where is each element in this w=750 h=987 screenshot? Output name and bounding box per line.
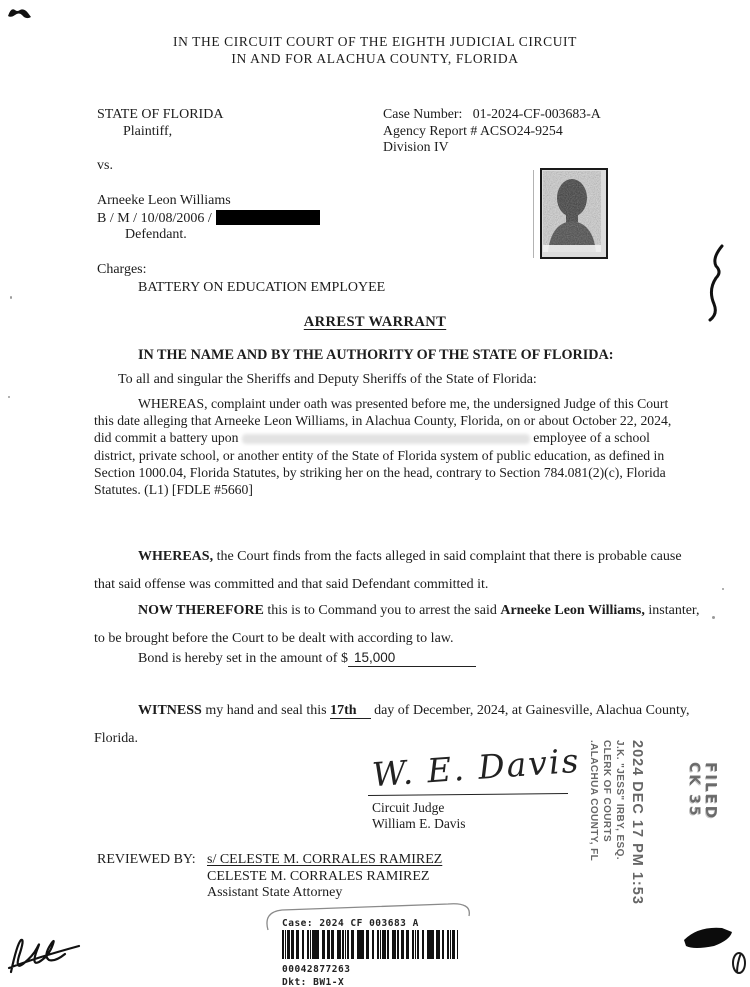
whereas-paragraph-1 [94, 395, 674, 498]
address-line: To all and singular the Sheriffs and Deputy Sheriffs of the State of Florida: [118, 372, 537, 387]
circled-mark-bottom-right [730, 950, 748, 976]
charges-label: Charges: [97, 262, 147, 277]
p1-text-post: employee of a school district, private school, or another entity of the State of Florida system of public education, as defined in Section 1000.04, Florida Statutes, by striking her on the head, contrary to Section 784.081(2)(c), Florida Statutes. (L1) [FDLE #5660] [94, 430, 666, 498]
redaction-smudge [242, 434, 530, 444]
plaintiff-role: Plaintiff, [123, 124, 173, 139]
division-line: Division IV [383, 139, 449, 154]
court-header [0, 33, 750, 67]
defendant-name: Arneeke Leon Williams [97, 193, 231, 208]
plaintiff-caption [97, 106, 223, 140]
stamp-clerk-county: .ALACHUA COUNTY, FL [588, 740, 599, 862]
signature-line [368, 793, 568, 796]
scan-artifact-line [533, 170, 534, 258]
pen-squiggle-right-margin [692, 242, 734, 324]
case-barcode-sticker [262, 898, 482, 987]
plaintiff-name: STATE OF FLORIDA [97, 107, 224, 122]
stamp-date: 2024 DEC 17 PM 1:53 [629, 740, 645, 905]
barcode-content [282, 918, 458, 987]
judge-signature-block [372, 800, 466, 831]
scan-speck [722, 588, 724, 590]
p3-defendant-name: Arneeke Leon Williams, [500, 603, 645, 618]
defendant-caption [97, 193, 320, 244]
defendant-role: Defendant. [125, 227, 187, 242]
witness-mid: my hand and seal this [201, 703, 331, 718]
authority-line: IN THE NAME AND BY THE AUTHORITY OF THE STATE OF FLORIDA: [138, 347, 614, 363]
vs-label: vs. [97, 158, 113, 173]
clerk-filed-stamp [587, 740, 645, 912]
judge-title: Circuit Judge [372, 800, 445, 815]
judge-name: William E. Davis [372, 815, 466, 831]
marker-blob-bottom-right [680, 922, 736, 954]
filed-stamp-line2: CK 35 [686, 762, 702, 818]
redaction-box [216, 210, 320, 225]
defendant-dob-text: B / M / 10/08/2006 / [97, 210, 212, 226]
p3-mid: this is to Command you to arrest the said [263, 603, 501, 618]
witness-bold: WITNESS [138, 703, 202, 718]
whereas-paragraph-2 [94, 543, 706, 599]
now-therefore-paragraph [94, 597, 712, 653]
stamp-clerk-title: CLERK OF COURTS [601, 740, 612, 843]
case-number-line [383, 106, 601, 123]
reviewed-signed-line: s/ CELESTE M. CORRALES RAMIREZ [207, 852, 443, 867]
p2-bold: WHEREAS, [138, 549, 214, 564]
charge-item: BATTERY ON EDUCATION EMPLOYEE [138, 280, 386, 295]
barcode-docket: Dkt: BW1-X [282, 977, 345, 987]
scan-speck [8, 396, 10, 398]
filed-stamp-line1: FILED [702, 762, 720, 821]
stamp-clerk-name: J.K. "JESS" IRBY, ESQ. [614, 740, 625, 860]
document-title-text: ARREST WARRANT [303, 314, 447, 330]
scan-speck [10, 296, 12, 299]
reviewed-title: Assistant State Attorney [207, 885, 343, 900]
p1-text-pre: WHEREAS, complaint under oath was presented before me, the undersigned Judge of this Court this date alleging that Arneeke Leon Williams, in Alachua County, Florida, on or about October 22, 2024, did commit a battery upon [94, 396, 672, 446]
barcode-number: 00042877263 [282, 964, 351, 975]
case-info [383, 106, 601, 156]
reviewed-by-label: REVIEWED BY: [97, 852, 196, 867]
witness-rest: day of December, 2024, at Gainesville, Alachua County, Florida. [94, 703, 690, 746]
court-header-line1: IN THE CIRCUIT COURT OF THE EIGHTH JUDICIAL CIRCUIT [172, 34, 578, 49]
defendant-photo-image [543, 171, 601, 252]
pen-mark-top-left [6, 4, 34, 22]
defendant-dob-line [97, 210, 320, 228]
document-title [0, 314, 750, 331]
handwritten-initials-mark [5, 928, 83, 982]
case-number-value: 01-2024-CF-003683-A [472, 106, 601, 121]
bond-amount: 15,000 [348, 650, 476, 667]
reviewed-name: CELESTE M. CORRALES RAMIREZ [207, 868, 430, 884]
p3-rest: instanter, to be brought before the Court to be dealt with according to law. [94, 603, 700, 646]
bond-line [138, 650, 476, 667]
defendant-photo [540, 168, 608, 259]
filed-stamp [685, 762, 719, 820]
agency-report-line: Agency Report # ACSO24-9254 [383, 122, 563, 138]
charges-section [97, 261, 385, 297]
judge-signature-handwriting: W. E. Davis [370, 740, 582, 795]
court-header-line2: IN AND FOR ALACHUA COUNTY, FLORIDA [231, 51, 519, 66]
case-number-label: Case Number: [383, 106, 463, 121]
scan-speck [712, 616, 715, 619]
p3-bold: NOW THEREFORE [138, 603, 264, 618]
witness-day: 17th [330, 703, 370, 719]
reviewed-by-block [207, 852, 442, 902]
barcode-bars [282, 930, 458, 959]
bond-text: Bond is hereby set in the amount of $ [138, 651, 348, 666]
barcode-case-text: Case: 2024 CF 003683 A [282, 918, 419, 929]
p2-rest: the Court finds from the facts alleged in said complaint that there is probable cause that said offense was committed and that said Defendant committed it. [94, 549, 682, 592]
